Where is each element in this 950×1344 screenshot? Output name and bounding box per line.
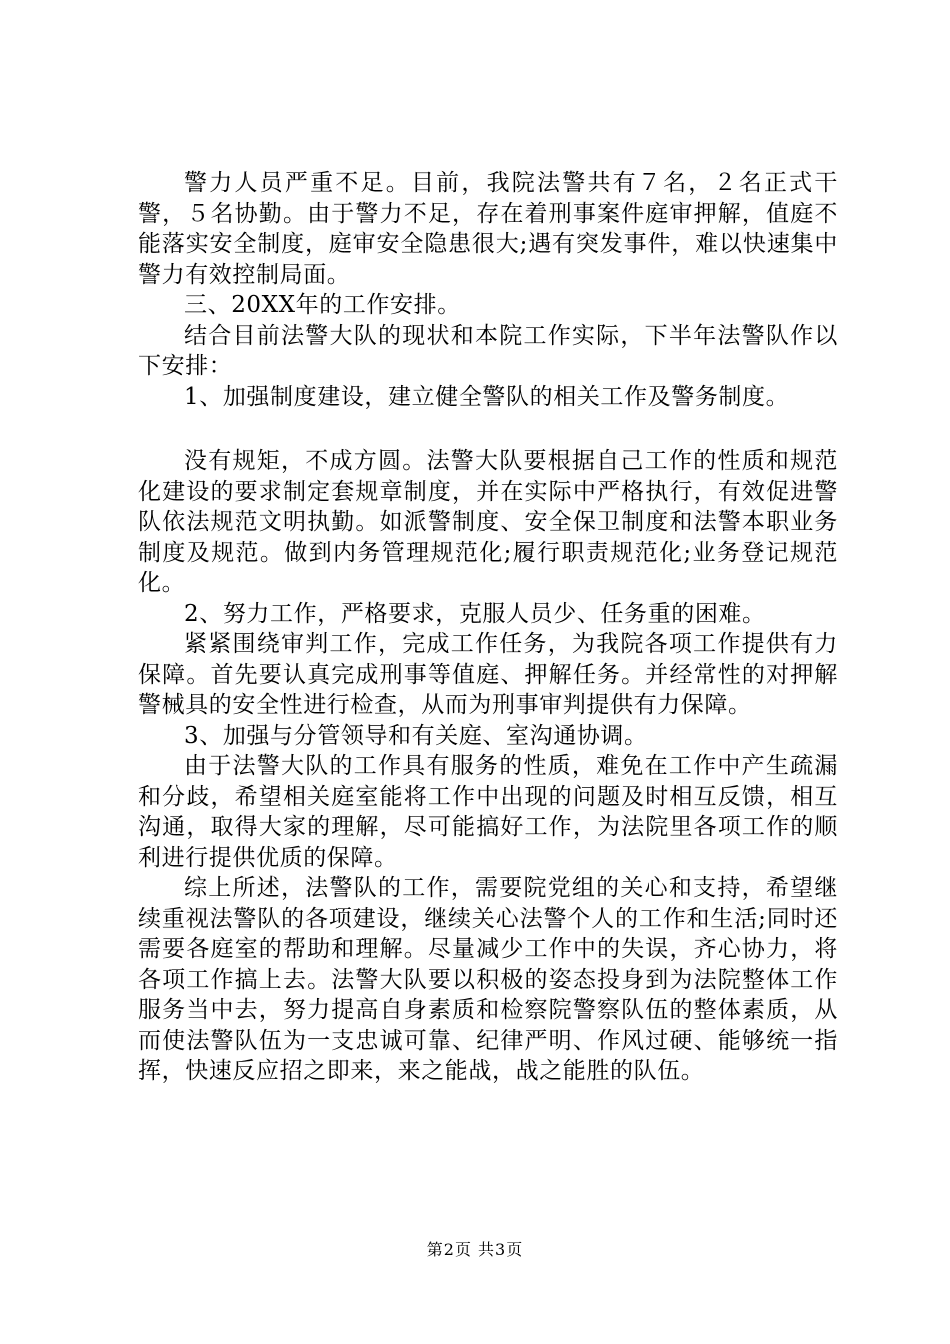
paragraph-trial-support: 紧紧围绕审判工作，完成工作任务，为我院各项工作提供有力保障。首先要认真完成刑事等值庭、押解任务。并经常性的对押解警械具的安全性进行检查，从而为刑事审判提供有力保障。: [138, 631, 838, 718]
subheading-system-building: 1、加强制度建设，建立健全警队的相关工作及警务制度。: [184, 383, 790, 410]
paragraph-plan-intro: 结合目前法警大队的现状和本院工作实际，下半年法警队作以下安排：: [138, 322, 838, 379]
section-heading-work-plan: 三、20XX年的工作安排。: [184, 292, 461, 318]
paragraph-communication: 由于法警大队的工作具有服务的性质，难免在工作中产生疏漏和分歧，希望相关庭室能将工作中出现的问题及时相互反馈，相互沟通，取得大家的理解，尽可能搞好工作，为法院里各项工作的顺利进行提供优质的保障。: [138, 753, 838, 871]
paragraph-police-shortage: 警力人员严重不足。目前，我院法警共有７名，２名正式干警，５名协勤。由于警力不足，存在着刑事案件庭审押解，值庭不能落实安全制度，庭审安全隐患很大;遇有突发事件，难以快速集中警力有效控制局面。: [138, 170, 838, 288]
paragraph-rules: 没有规矩，不成方圆。法警大队要根据自己工作的性质和规范化建设的要求制定套规章制度，并在实际中严格执行，有效促进警队依法规范文明执勤。如派警制度、安全保卫制度和法警本职业务制度及规范。做到内务管理规范化;履行职责规范化;业务登记规范化。: [138, 448, 838, 596]
document-body: [138, 168, 838, 1087]
paragraph-conclusion: 综上所述，法警队的工作，需要院党组的关心和支持，希望继续重视法警队的各项建设，继续关心法警个人的工作和生活;同时还需要各庭室的帮助和理解。尽量减少工作中的失误，齐心协力，将各项工作搞上去。法警大队要以积极的姿态投身到为法院整体工作服务当中去，努力提高自身素质和检察院警察队伍的整体素质，从而使法警队伍为一支忠诚可靠、纪律严明、作风过硬、能够统一指挥，快速反应招之即来，来之能战，战之能胜的队伍。: [138, 875, 838, 1084]
subheading-coordination: 3、加强与分管领导和有关庭、室沟通协调。: [184, 722, 648, 749]
subheading-strict-requirements: 2、努力工作，严格要求，克服人员少、任务重的困难。: [184, 600, 766, 627]
page-footer: 第2页 共3页: [426, 1240, 524, 1259]
